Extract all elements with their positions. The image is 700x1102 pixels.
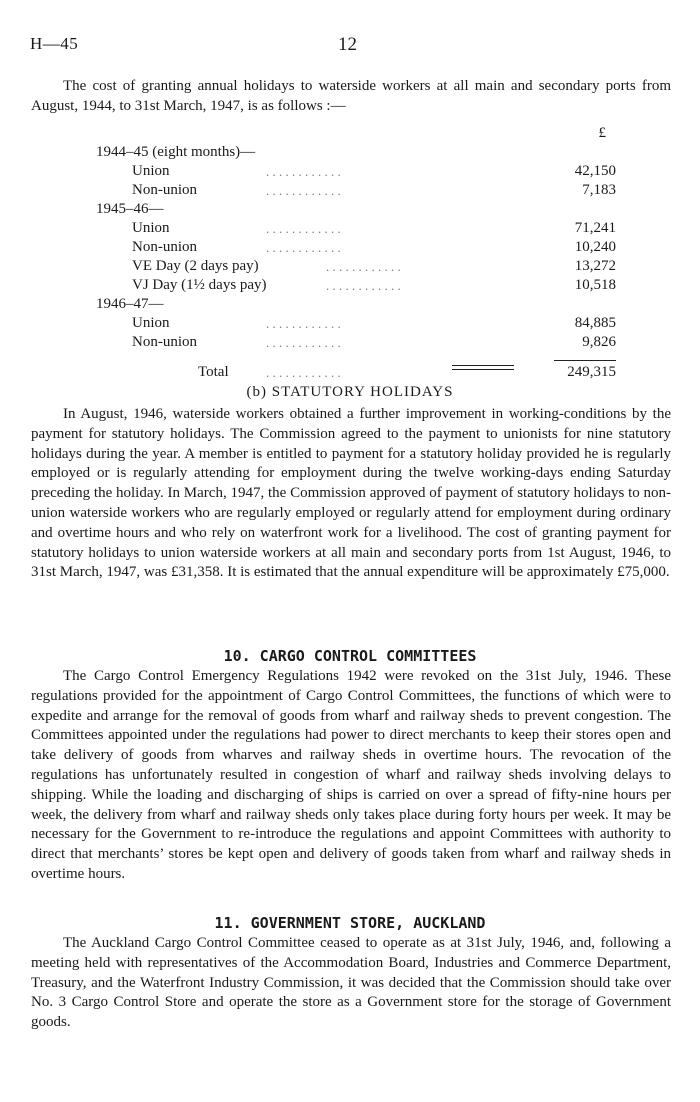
government-store-text: The Auckland Cargo Control Committee ceased to operate as at 31st July, 1946, and, following a meeting held with representatives of the Accommodation Board, Industries and Commerce Department, Treasury, and the Waterfront Industry Commission, it was decided that the Commission should take over No. 3 Cargo Control Store and operate the store as a Government store for the storage of Government goods. [31, 935, 671, 1031]
table-row [96, 162, 616, 181]
period-label: 1946–47— [96, 296, 164, 312]
leader-dots: . . . . . . . . . . . . [266, 183, 341, 198]
table-currency-row [96, 124, 616, 143]
table-total-row [96, 363, 616, 382]
total-amount: 249,315 [567, 364, 616, 380]
row-label: Union [132, 220, 170, 236]
table-row [96, 295, 616, 314]
government-store-paragraph [31, 934, 671, 1033]
page-number: 12 [338, 34, 357, 55]
leader-dots: . . . . . . . . . . . . [326, 278, 401, 293]
row-amount: 42,150 [574, 163, 616, 179]
period-label: 1944–45 (eight months)— [96, 144, 256, 160]
row-label: VJ Day (1½ days pay) [132, 277, 267, 293]
leader-dots: . . . . . . . . . . . . [266, 221, 341, 236]
statutory-holidays-paragraph [31, 405, 671, 583]
row-label: Non-union [132, 334, 197, 350]
row-amount: 9,826 [582, 334, 616, 350]
currency-symbol: £ [598, 125, 606, 141]
cargo-control-heading: 10. CARGO CONTROL COMMITTEES [223, 647, 477, 665]
leader-dots: . . . . . . . . . . . . [266, 335, 341, 350]
leader-dots: . . . . . . . . . . . . [266, 365, 341, 380]
row-amount: 10,240 [574, 239, 616, 255]
row-amount: 13,272 [574, 258, 616, 274]
statutory-holidays-heading: (b) STATUTORY HOLIDAYS [246, 384, 454, 400]
total-label: Total [198, 364, 229, 380]
table-row [96, 276, 616, 295]
table-row [96, 333, 616, 352]
table-row [96, 314, 616, 333]
total-double-rule [452, 365, 514, 370]
document-reference: H—45 [30, 34, 79, 53]
row-label: Non-union [132, 182, 197, 198]
statutory-holidays-text: In August, 1946, waterside workers obtained a further improvement in working-conditions by the payment for statutory holidays. The Commission agreed to the payment to unionists for nine statutory holidays during the year. A member is entitled to payment for a statutory holiday provided he is regularly employed or is regularly attending for employment during the twelve working-days ending Saturday preceding the holiday. In March, 1947, the Commission approved of payment of statutory holidays to non-union waterside workers who are regularly employed or regularly attend for employment during ordinary and overtime hours and who rely on waterfront work for a livelihood. The cost of granting payment for statutory holidays to union waterside workers at all main and secondary ports from 1st August, 1946, to 31st March, 1947, was £31,358. It is estimated that the annual expenditure will be approximately £75,000. [31, 406, 671, 581]
leader-dots: . . . . . . . . . . . . [266, 316, 341, 331]
table-row [96, 238, 616, 257]
cargo-control-text: The Cargo Control Emergency Regulations 1942 were revoked on the 31st July, 1946. These regulations provided for the appointment of Cargo Control Committees, the functions of which were to expedite and arrange for the removal of goods from wharf and railway sheds to prevent congestion. The Committees appointed under the regulations had power to direct merchants to keep their stores open and take delivery of goods from wharves and railway sheds in overtime hours. The revocation of the regulations has unfortunately resulted in congestion of wharf and railway sheds involving delays to shipping. While the loading and discharging of ships is carried on over a spread of fifty-nine hours per week, the delivery from wharf and railway sheds only takes place during forty hours per week. It may be necessary for the Government to re-introduce the regulations and appoint Committees with authority to direct that merchants’ stores be kept open and delivery of goods taken from wharf and railway sheds in overtime hours. [31, 668, 671, 882]
table-row [96, 143, 616, 162]
holiday-cost-table [96, 124, 616, 382]
intro-text: The cost of granting annual holidays to waterside workers at all main and secondary ports from August, 1944, to 31st March, 1947, is as follows :— [31, 78, 671, 114]
total-rule [554, 360, 616, 361]
row-label: VE Day (2 days pay) [132, 258, 259, 274]
row-label: Non-union [132, 239, 197, 255]
leader-dots: . . . . . . . . . . . . [326, 259, 401, 274]
table-row [96, 257, 616, 276]
table-row [96, 200, 616, 219]
leader-dots: . . . . . . . . . . . . [266, 240, 341, 255]
row-label: Union [132, 163, 170, 179]
row-label: Union [132, 315, 170, 331]
row-amount: 84,885 [574, 315, 616, 331]
row-amount: 10,518 [574, 277, 616, 293]
row-amount: 7,183 [582, 182, 616, 198]
leader-dots: . . . . . . . . . . . . [266, 164, 341, 179]
period-label: 1945–46— [96, 201, 164, 217]
table-row [96, 181, 616, 200]
row-amount: 71,241 [574, 220, 616, 236]
intro-paragraph [31, 77, 671, 117]
table-row [96, 219, 616, 238]
government-store-heading: 11. GOVERNMENT STORE, AUCKLAND [214, 914, 486, 932]
cargo-control-paragraph [31, 667, 671, 885]
